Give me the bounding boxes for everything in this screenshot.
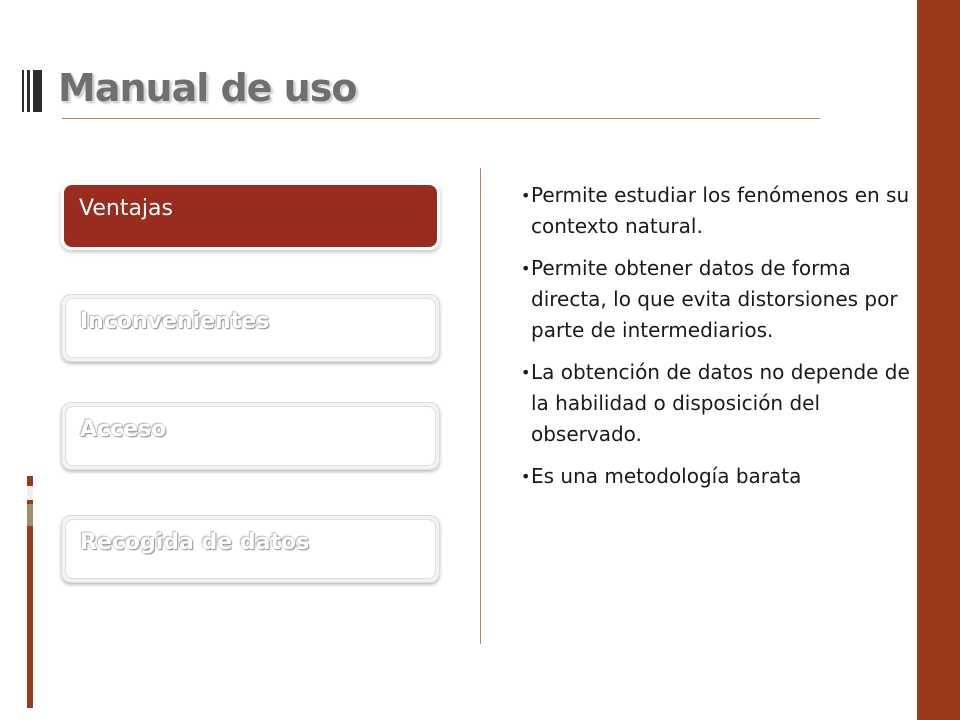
- bullet-item: • Es una metodología barata: [522, 461, 917, 492]
- title-marker-icon: [22, 70, 44, 112]
- bullet-item: • Permite obtener datos de forma directa, lo que evita distorsiones por parte de intermediarios.: [522, 253, 917, 346]
- menu-button-label: Recogida de datos: [80, 530, 310, 555]
- menu-button-inconvenientes[interactable]: [61, 294, 440, 362]
- page-title: Manual de uso: [58, 66, 357, 110]
- right-decorative-bar: [917, 0, 960, 720]
- menu-button-acceso[interactable]: [61, 402, 440, 470]
- bullet-item: • Permite estudiar los fenómenos en su contexto natural.: [522, 180, 917, 242]
- menu-button-recogida-de-datos[interactable]: [61, 515, 440, 583]
- vertical-divider: [480, 168, 481, 644]
- menu-button-label: Ventajas: [79, 196, 173, 221]
- menu-button-label: Acceso: [80, 417, 167, 442]
- content-bullet-list: [522, 180, 917, 503]
- bullet-item: • La obtención de datos no depende de la habilidad o disposición del observado.: [522, 357, 917, 450]
- title-underline: [62, 118, 820, 119]
- left-accent-light: [27, 486, 33, 500]
- left-accent-tan: [27, 504, 33, 526]
- menu-button-ventajas[interactable]: [61, 182, 440, 250]
- menu-button-label: Inconvenientes: [80, 309, 270, 334]
